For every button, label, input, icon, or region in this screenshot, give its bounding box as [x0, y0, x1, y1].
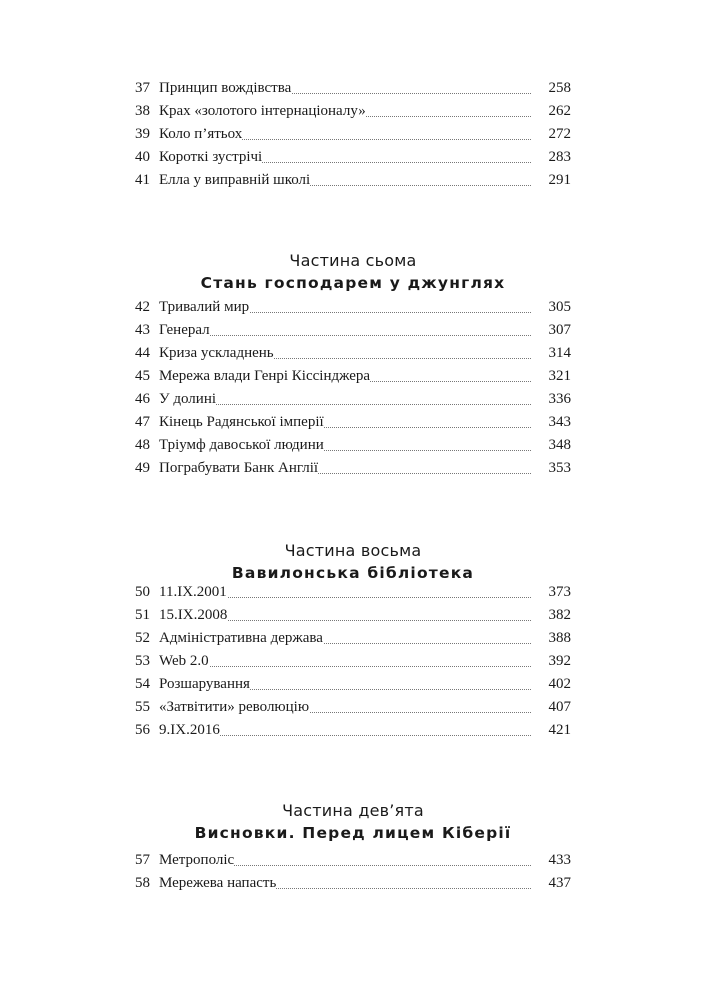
chapter-title: Адміністративна держава: [159, 627, 323, 650]
page-number: 305: [531, 296, 571, 319]
chapter-number: 42: [135, 299, 150, 315]
chapter-number: 47: [135, 414, 150, 430]
chapter-title: 15.IX.2008: [159, 604, 227, 627]
chapter-title: Тріумф давоської людини: [159, 434, 324, 457]
page-number: 291: [531, 169, 571, 192]
page-number: 392: [531, 650, 571, 673]
part-label: Частина дев’ята: [282, 801, 424, 820]
page-number: 258: [531, 77, 571, 100]
chapter-title: Генерал: [159, 319, 210, 342]
chapter-number: 43: [135, 322, 150, 338]
chapter-title: Кінець Радянської імперії: [159, 411, 324, 434]
chapter-title: Короткі зустрічі: [159, 146, 262, 169]
chapter-number: 55: [135, 699, 150, 715]
chapter-number: 50: [135, 584, 150, 600]
chapter-number: 39: [135, 126, 150, 142]
chapter-title: Пограбувати Банк Англії: [159, 457, 318, 480]
chapter-title: Тривалий мир: [159, 296, 249, 319]
dot-leader: [159, 335, 537, 336]
page-number: 373: [531, 581, 571, 604]
toc-entry: [135, 296, 571, 319]
page-number: 353: [531, 457, 571, 480]
chapter-title: Web 2.0: [159, 650, 209, 673]
toc-entry: [135, 673, 571, 696]
toc-entry: [135, 365, 571, 388]
chapter-title: Мережа влади Генрі Кіссінджера: [159, 365, 370, 388]
toc-entry: [135, 388, 571, 411]
part-heading: [135, 250, 571, 294]
toc-entry: [135, 849, 571, 872]
chapter-number: 51: [135, 607, 150, 623]
toc-entry: [135, 719, 571, 742]
chapter-title: Коло п’ятьох: [159, 123, 242, 146]
toc-entry: [135, 342, 571, 365]
toc-entry: [135, 627, 571, 650]
page-number: 262: [531, 100, 571, 123]
toc-entry: [135, 581, 571, 604]
chapter-number: 48: [135, 437, 150, 453]
page-number: 314: [531, 342, 571, 365]
chapter-number: 41: [135, 172, 150, 188]
toc-entry: [135, 319, 571, 342]
page-number: 388: [531, 627, 571, 650]
chapter-title: 9.IX.2016: [159, 719, 220, 742]
chapter-title: 11.IX.2001: [159, 581, 227, 604]
toc-block-part8: [135, 581, 571, 742]
page-number: 382: [531, 604, 571, 627]
page-number: 421: [531, 719, 571, 742]
page-number: 437: [531, 872, 571, 895]
toc-entry: [135, 146, 571, 169]
chapter-title: Мережева напасть: [159, 872, 276, 895]
chapter-title: Крах «золотого інтернаціоналу»: [159, 100, 366, 123]
chapter-title: «Затвітити» революцію: [159, 696, 309, 719]
part-label: Частина сьома: [289, 251, 417, 270]
part-heading: [135, 540, 571, 584]
chapter-number: 46: [135, 391, 150, 407]
toc-block-part9: [135, 849, 571, 895]
page-number: 348: [531, 434, 571, 457]
page-number: 407: [531, 696, 571, 719]
toc-entry: [135, 100, 571, 123]
part-heading: [135, 800, 571, 844]
page-number: 283: [531, 146, 571, 169]
toc-block-top: [135, 77, 571, 192]
chapter-title: Розшарування: [159, 673, 250, 696]
toc-entry: [135, 123, 571, 146]
chapter-number: 57: [135, 852, 150, 868]
part-title: Вавилонська бібліотека: [231, 564, 475, 582]
chapter-number: 52: [135, 630, 150, 646]
chapter-number: 58: [135, 875, 150, 891]
part-title: Стань господарем у джунглях: [200, 274, 506, 292]
page-number: 307: [531, 319, 571, 342]
chapter-number: 44: [135, 345, 150, 361]
toc-entry: [135, 77, 571, 100]
page-number: 343: [531, 411, 571, 434]
toc-entry: [135, 434, 571, 457]
toc-entry: [135, 169, 571, 192]
toc-entry: [135, 411, 571, 434]
toc-entry: [135, 696, 571, 719]
toc-entry: [135, 457, 571, 480]
chapter-title: Метрополіс: [159, 849, 234, 872]
chapter-number: 37: [135, 80, 150, 96]
page-number: 321: [531, 365, 571, 388]
chapter-number: 40: [135, 149, 150, 165]
dot-leader: [159, 666, 537, 667]
toc-entry: [135, 604, 571, 627]
chapter-number: 45: [135, 368, 150, 384]
chapter-number: 49: [135, 460, 150, 476]
chapter-number: 56: [135, 722, 150, 738]
page-number: 402: [531, 673, 571, 696]
toc-block-part7: [135, 296, 571, 480]
part-label: Частина восьма: [284, 541, 422, 560]
part-title: Висновки. Перед лицем Кіберії: [194, 824, 512, 842]
page-number: 272: [531, 123, 571, 146]
chapter-title: Криза ускладнень: [159, 342, 274, 365]
page-number: 433: [531, 849, 571, 872]
toc-entry: [135, 650, 571, 673]
chapter-number: 54: [135, 676, 150, 692]
page-number: 336: [531, 388, 571, 411]
chapter-number: 38: [135, 103, 150, 119]
toc-entry: [135, 872, 571, 895]
chapter-title: Принцип вождівства: [159, 77, 291, 100]
chapter-title: Елла у виправній школі: [159, 169, 310, 192]
chapter-number: 53: [135, 653, 150, 669]
chapter-title: У долині: [159, 388, 216, 411]
